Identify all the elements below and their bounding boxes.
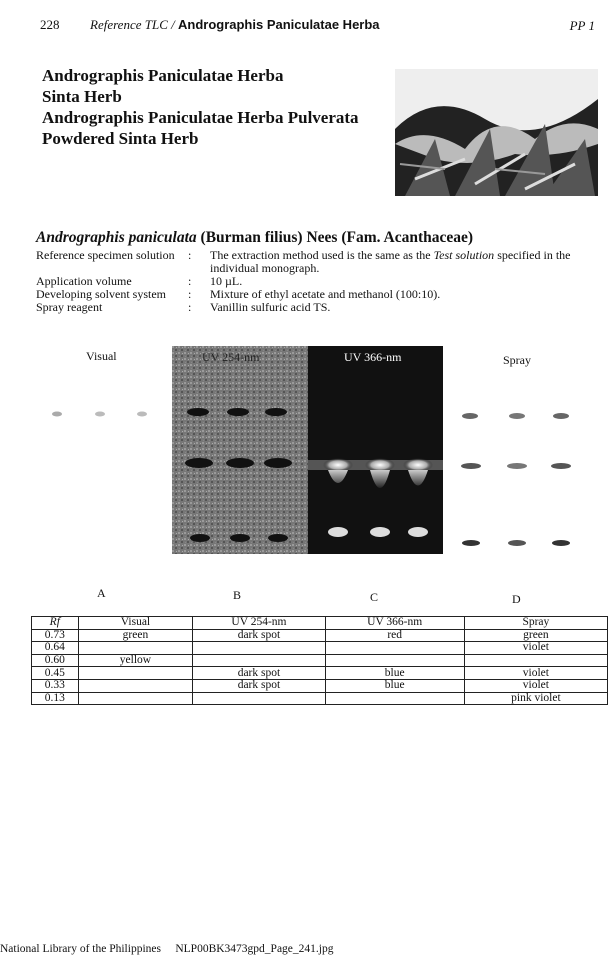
cell-rf: 0.45 <box>32 667 79 680</box>
cell-uv254 <box>193 654 325 667</box>
table-row <box>32 679 608 692</box>
cell-visual: yellow <box>78 654 193 667</box>
lane-letter-b: B <box>233 588 242 602</box>
monograph-titles <box>42 65 359 149</box>
cell-uv366: blue <box>325 667 464 680</box>
panel-label-spray: Spray <box>503 353 531 367</box>
footer-library: National Library of the Philippines <box>0 943 161 955</box>
cell-visual <box>78 667 193 680</box>
uv254-spot <box>187 408 209 416</box>
running-title: Andrographis Paniculatae Herba <box>177 17 380 32</box>
col-header-visual: Visual <box>78 617 193 630</box>
cell-spray: green <box>464 629 607 642</box>
cell-spray: violet <box>464 679 607 692</box>
spec-label: Reference specimen solution <box>36 248 175 262</box>
panel-label-visual: Visual <box>86 349 117 363</box>
uv366-spot <box>323 458 353 472</box>
uv366-plate-image <box>308 346 443 554</box>
uv366-spot <box>408 527 428 537</box>
uv254-spot <box>190 534 210 542</box>
visual-spot <box>52 412 62 417</box>
uv366-spot <box>328 527 348 537</box>
page-number: 228 <box>40 17 60 32</box>
running-label: Reference TLC / <box>90 17 175 32</box>
lane-letter-c: C <box>370 590 379 604</box>
uv366-spot <box>403 458 433 472</box>
title-common: Sinta Herb <box>42 87 122 106</box>
cell-visual <box>78 679 193 692</box>
title-common-powder: Powdered Sinta Herb <box>42 129 199 148</box>
cell-rf: 0.64 <box>32 642 79 655</box>
spec-value: 10 µL. <box>210 274 243 288</box>
visual-spot <box>137 412 147 417</box>
spec-value-rest: specified in the individual monograph. <box>210 248 571 275</box>
spray-spot <box>553 413 569 419</box>
cell-uv366 <box>325 654 464 667</box>
lane-letter-d: D <box>512 592 521 606</box>
spray-plate <box>450 400 590 560</box>
uv254-plate-image <box>172 346 308 554</box>
cell-spray: violet <box>464 642 607 655</box>
cell-uv366 <box>325 642 464 655</box>
uv254-spot <box>226 458 254 468</box>
cell-spray <box>464 654 607 667</box>
visual-plate <box>40 400 160 430</box>
visual-spot <box>95 412 105 417</box>
title-latin-powder: Andrographis Paniculatae Herba Pulverata <box>42 108 359 127</box>
species-name <box>36 229 473 247</box>
cell-rf: 0.13 <box>32 692 79 705</box>
panel-label-uv366: UV 366-nm <box>344 350 402 364</box>
footer-filename: NLP00BK3473gpd_Page_241.jpg <box>175 943 334 955</box>
table-row <box>32 667 608 680</box>
spec-value <box>210 249 596 275</box>
spec-row <box>36 249 596 275</box>
plant-photo <box>395 69 598 196</box>
rf-table <box>31 616 608 705</box>
col-header-rf <box>32 617 79 630</box>
spec-sep: : <box>188 300 192 314</box>
table-row <box>32 692 608 705</box>
spec-row <box>36 301 596 314</box>
table-row <box>32 629 608 642</box>
table-row <box>32 654 608 667</box>
cell-uv366: blue <box>325 679 464 692</box>
cell-spray: violet <box>464 667 607 680</box>
spec-label: Developing solvent system <box>36 287 166 301</box>
species-authority: (Burman filius) Nees (Fam. Acanthaceae) <box>200 229 474 246</box>
table-header-row <box>32 617 608 630</box>
uv254-spot <box>268 534 288 542</box>
cell-rf: 0.73 <box>32 629 79 642</box>
spec-sep: : <box>188 287 192 301</box>
panel-label-uv254: UV 254-nm <box>202 350 260 364</box>
spec-sep: : <box>188 248 192 262</box>
cell-visual: green <box>78 629 193 642</box>
cell-visual <box>78 692 193 705</box>
lane-letter-a: A <box>97 586 106 600</box>
cell-visual <box>78 642 193 655</box>
cell-uv254: dark spot <box>193 629 325 642</box>
cell-uv366 <box>325 692 464 705</box>
tlc-specifications <box>36 249 596 314</box>
spray-spot <box>507 463 527 469</box>
spec-value: Vanillin sulfuric acid TS. <box>210 300 331 314</box>
spec-value-text: The extraction method used is the same as the <box>210 248 431 262</box>
cell-uv254 <box>193 692 325 705</box>
scan-footer <box>0 943 333 955</box>
spray-spot <box>462 540 480 546</box>
col-header-uv254: UV 254-nm <box>193 617 325 630</box>
cell-rf: 0.33 <box>32 679 79 692</box>
cell-rf: 0.60 <box>32 654 79 667</box>
plant-photo-image <box>395 69 598 196</box>
uv254-spot <box>265 408 287 416</box>
spray-spot <box>551 463 571 469</box>
uv254-spot <box>230 534 250 542</box>
spec-label: Spray reagent <box>36 300 103 314</box>
running-header <box>90 17 380 33</box>
uv366-spot <box>365 458 395 472</box>
rf-header-text: Rf <box>49 616 60 629</box>
section-code: PP 1 <box>569 18 595 33</box>
spray-spot <box>461 463 481 469</box>
uv254-spot <box>185 458 213 468</box>
uv254-plate <box>172 346 308 554</box>
spec-value: Mixture of ethyl acetate and methanol (100:10). <box>210 287 441 301</box>
cell-uv366: red <box>325 629 464 642</box>
uv366-plate <box>308 346 443 554</box>
spec-sep: : <box>188 274 192 288</box>
col-header-spray: Spray <box>464 617 607 630</box>
spec-value-italic: Test solution <box>433 248 495 262</box>
cell-uv254 <box>193 642 325 655</box>
spec-label: Application volume <box>36 274 132 288</box>
species-latin: Andrographis paniculata <box>36 229 197 246</box>
col-header-uv366: UV 366-nm <box>325 617 464 630</box>
spray-spot <box>508 540 526 546</box>
cell-uv254: dark spot <box>193 667 325 680</box>
cell-spray: pink violet <box>464 692 607 705</box>
title-latin: Andrographis Paniculatae Herba <box>42 66 284 85</box>
spray-spot <box>509 413 525 419</box>
spray-spot <box>462 413 478 419</box>
spray-spot <box>552 540 570 546</box>
uv254-spot <box>264 458 292 468</box>
uv254-spot <box>227 408 249 416</box>
cell-uv254: dark spot <box>193 679 325 692</box>
table-row <box>32 642 608 655</box>
uv366-spot <box>370 527 390 537</box>
